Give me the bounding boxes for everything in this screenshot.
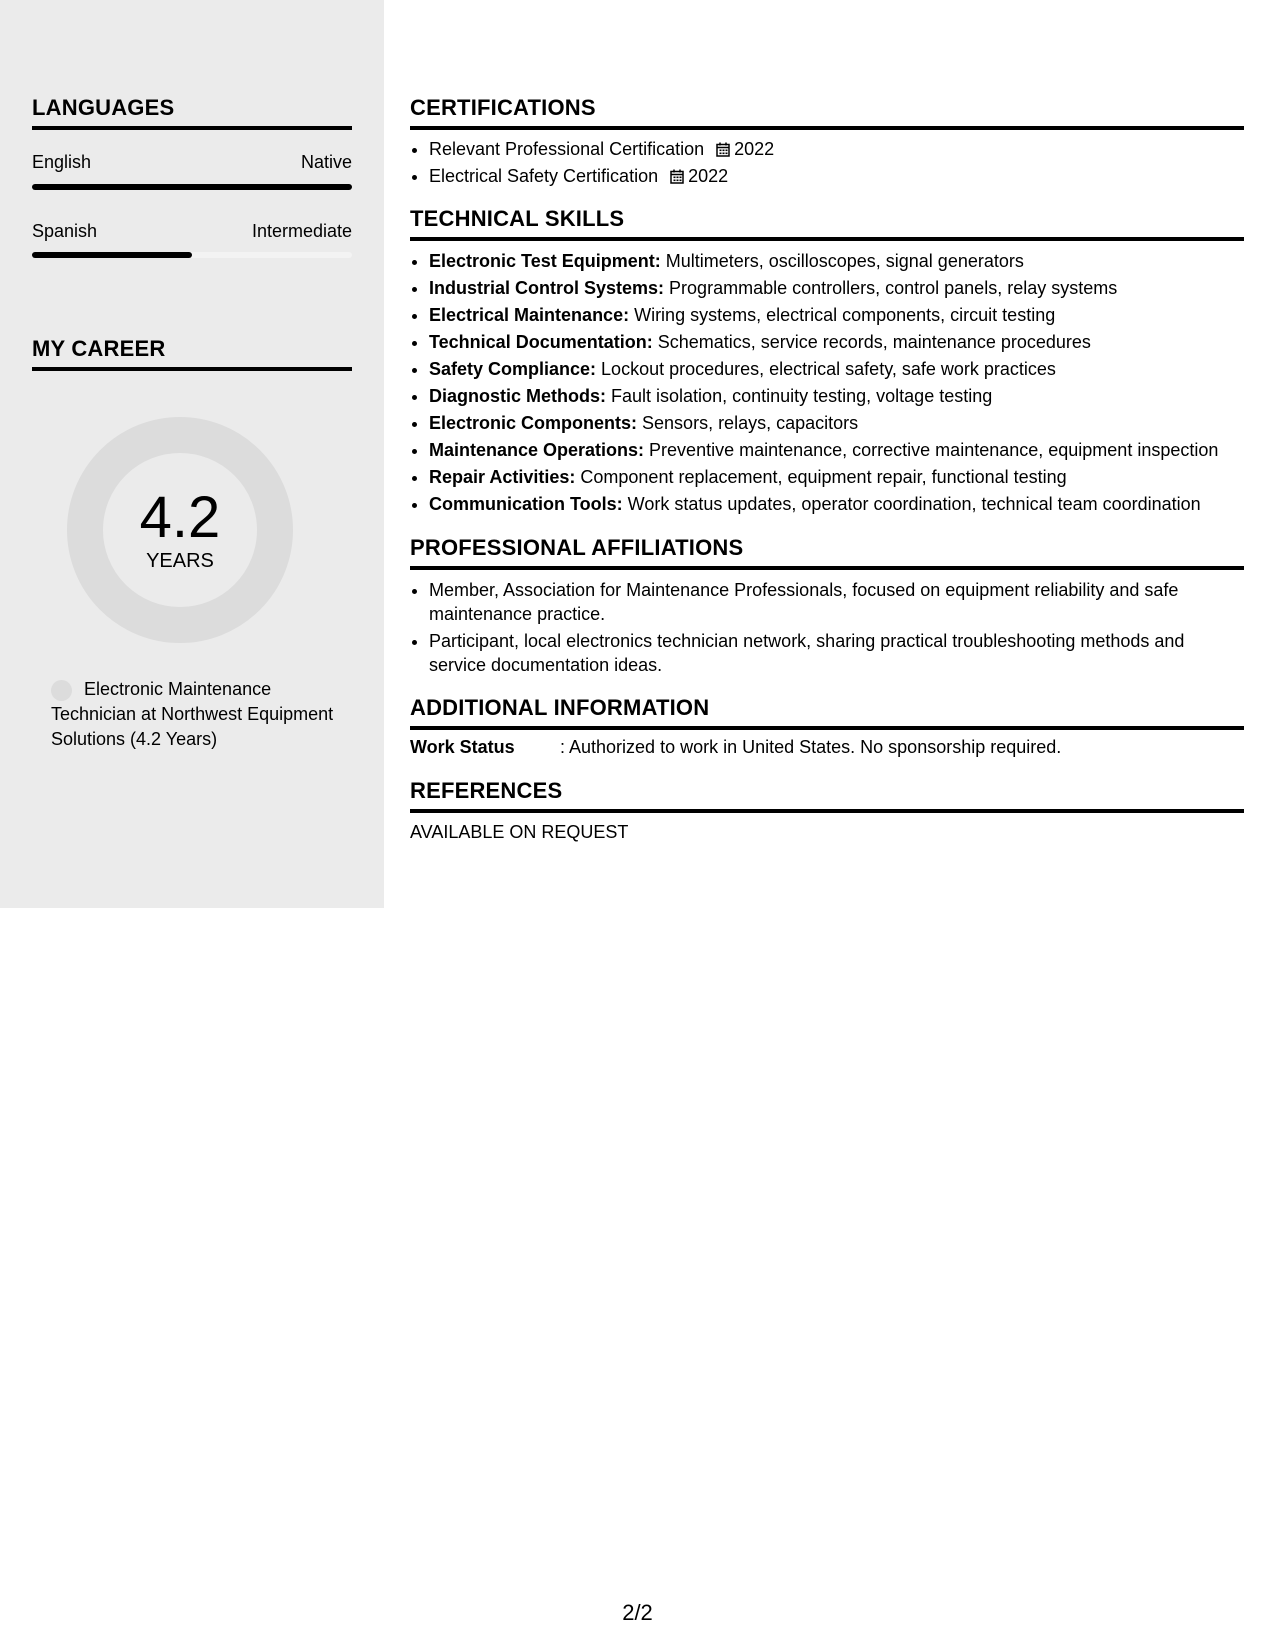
work-status-label: Work Status: [410, 737, 515, 757]
skill-item: [429, 383, 1244, 410]
affiliations-heading: PROFESSIONAL AFFILIATIONS: [410, 535, 744, 560]
skill-text: Schematics, service records, maintenance procedures: [652, 332, 1091, 352]
skill-label: Electrical Maintenance:: [429, 305, 630, 325]
certification-name: Electrical Safety Certification: [429, 166, 659, 186]
certifications-list: [410, 136, 1244, 190]
language-proficiency-fill: [32, 184, 352, 190]
additional-info-divider: [410, 726, 1244, 730]
work-status-value: : Authorized to work in United States. No sponsorship required.: [560, 737, 1062, 757]
references-divider: [410, 809, 1244, 813]
affiliations-list: [410, 578, 1244, 680]
career-heading: MY CAREER: [32, 336, 166, 361]
skill-item: [429, 437, 1244, 464]
skill-label: Maintenance Operations:: [429, 440, 645, 460]
skill-label: Repair Activities:: [429, 467, 576, 487]
language-item-english: [32, 152, 352, 173]
skill-label: Diagnostic Methods:: [429, 386, 607, 406]
sidebar: [0, 0, 384, 908]
skill-text: Work status updates, operator coordination, technical team coordination: [622, 494, 1201, 514]
page-number: 2/2: [622, 1600, 653, 1625]
skill-text: Programmable controllers, control panels, relay systems: [664, 278, 1118, 298]
affiliations-divider: [410, 566, 1244, 570]
language-level: Native: [300, 152, 352, 172]
skill-label: Communication Tools:: [429, 494, 623, 514]
skill-text: Sensors, relays, capacitors: [637, 413, 859, 433]
skill-label: Electronic Test Equipment:: [429, 251, 661, 271]
language-name: Spanish: [32, 221, 98, 241]
languages-divider: [32, 126, 352, 130]
skill-item: [429, 464, 1244, 491]
technical-skills-divider: [410, 237, 1244, 241]
skill-text: Preventive maintenance, corrective maintenance, equipment inspection: [644, 440, 1219, 460]
references-text: AVAILABLE ON REQUEST: [410, 822, 629, 842]
career-entry: Electronic Maintenance Technician at Northwest Equipment Solutions (4.2 Years): [51, 679, 334, 749]
calendar-icon: [670, 169, 684, 184]
affiliation-item: • Participant, local electronics technician network, sharing practical troubleshooting methods and service documentation ideas.: [429, 629, 1244, 677]
certification-name: Relevant Professional Certification: [429, 139, 705, 159]
certification-item: [429, 136, 1244, 163]
references-heading: REFERENCES: [410, 778, 563, 803]
skill-item: [429, 410, 1244, 437]
certification-year: 2022: [734, 139, 775, 159]
skill-label: Safety Compliance:: [429, 359, 597, 379]
technical-skills-heading: TECHNICAL SKILLS: [410, 206, 625, 231]
skill-text: Multimeters, oscilloscopes, signal generators: [660, 251, 1024, 271]
skill-item: [429, 275, 1244, 302]
skill-label: Electronic Components:: [429, 413, 638, 433]
affiliation-item: • Member, Association for Maintenance Professionals, focused on equipment reliability and safe maintenance practice.: [429, 578, 1244, 626]
skill-label: Industrial Control Systems:: [429, 278, 665, 298]
career-years-unit: YEARS: [146, 550, 214, 572]
additional-info-heading: ADDITIONAL INFORMATION: [410, 695, 710, 720]
skill-item: [429, 491, 1244, 518]
language-proficiency-bar: [32, 252, 352, 258]
skill-item: [429, 248, 1244, 275]
skill-item: [429, 329, 1244, 356]
career-years-value: 4.2: [139, 485, 221, 550]
language-proficiency-bar: [32, 184, 352, 190]
skill-item: [429, 302, 1244, 329]
certification-year: 2022: [688, 166, 729, 186]
career-divider: [32, 367, 352, 371]
skill-item: [429, 356, 1244, 383]
skill-text: Wiring systems, electrical components, circuit testing: [629, 305, 1056, 325]
language-item-spanish: [32, 221, 352, 242]
certifications-heading: CERTIFICATIONS: [410, 95, 596, 120]
skill-text: Lockout procedures, electrical safety, safe work practices: [596, 359, 1056, 379]
skill-text: Component replacement, equipment repair, functional testing: [575, 467, 1067, 487]
language-name: English: [32, 152, 92, 172]
certifications-divider: [410, 126, 1244, 130]
skill-label: Technical Documentation:: [429, 332, 653, 352]
language-proficiency-fill: [32, 252, 192, 258]
calendar-icon: [716, 142, 730, 157]
languages-heading: LANGUAGES: [32, 95, 175, 120]
technical-skills-list: [410, 248, 1244, 518]
skill-text: Fault isolation, continuity testing, voltage testing: [606, 386, 993, 406]
certification-item: [429, 163, 1244, 190]
language-level: Intermediate: [251, 221, 352, 241]
